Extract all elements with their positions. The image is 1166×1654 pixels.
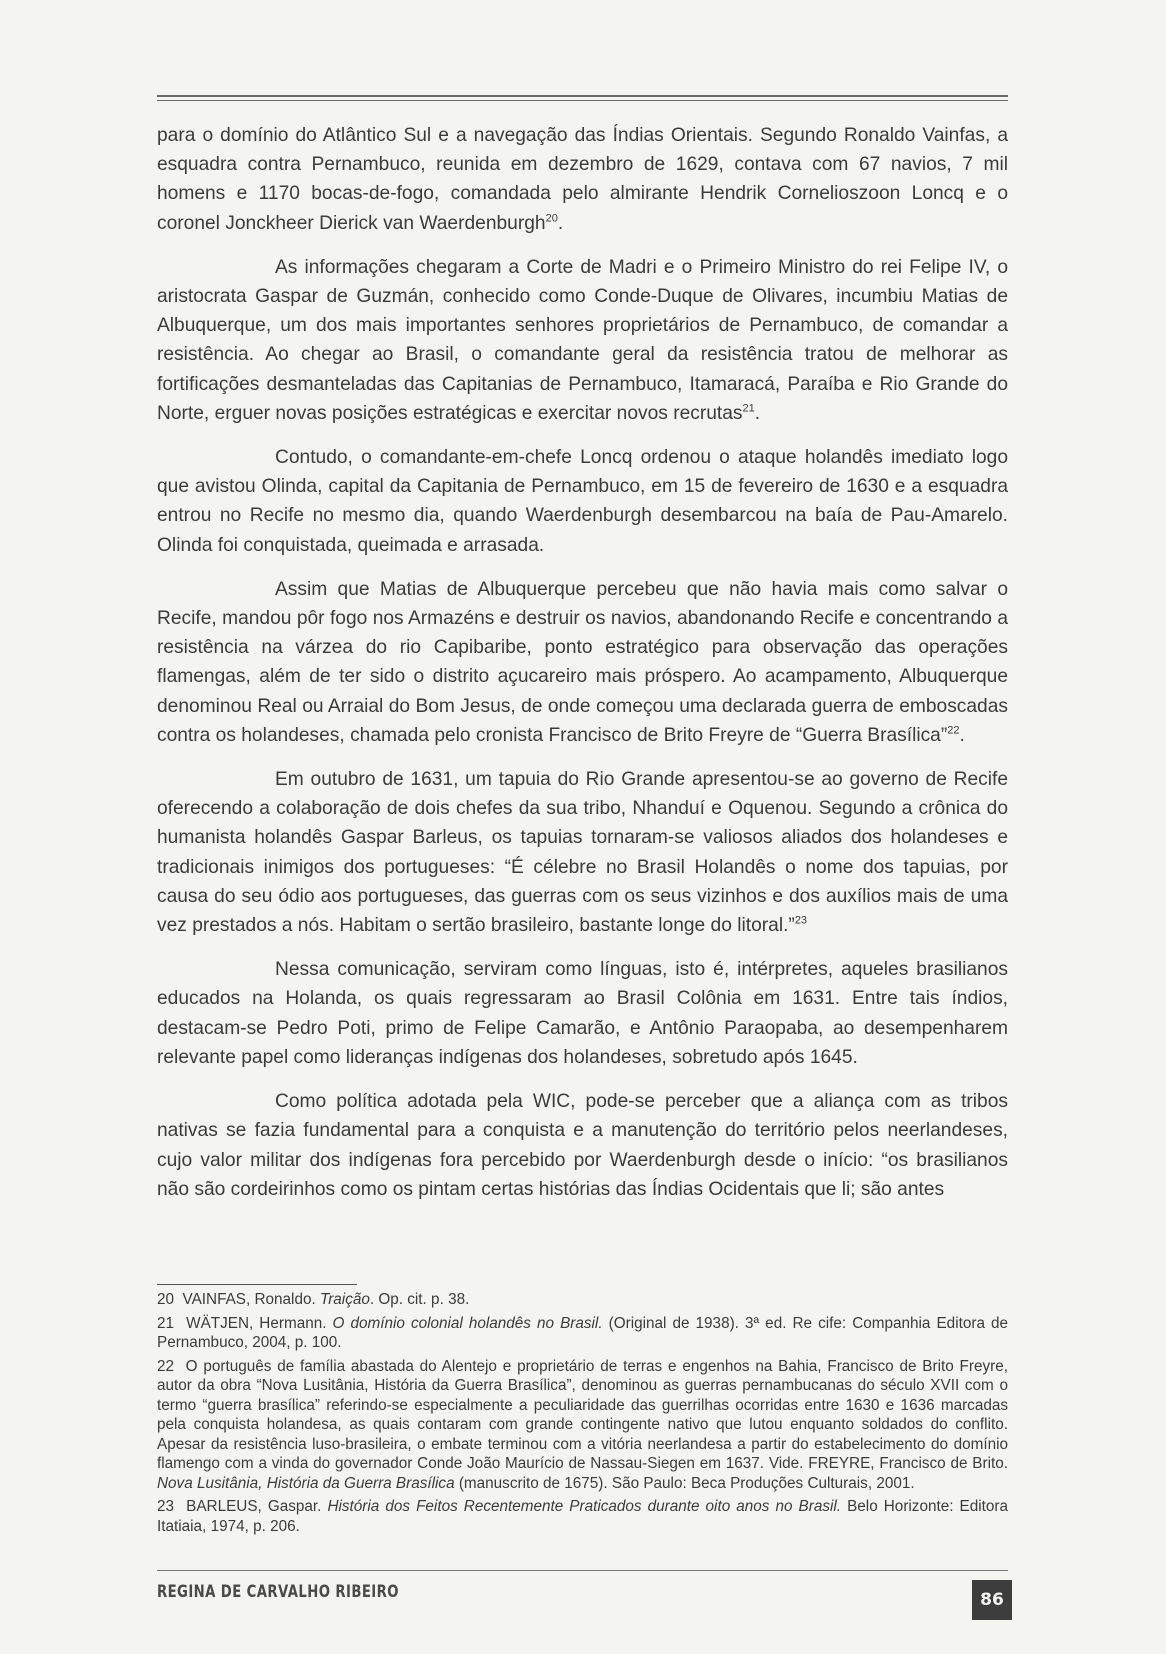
- footnote-ref[interactable]: 22: [947, 724, 960, 737]
- paragraph-7: [157, 1087, 1008, 1204]
- footnote-number: 23: [157, 1498, 175, 1515]
- paragraph-text: Como política adotada pela WIC, pode-se perceber que a aliança com as tribos nativas se fazia fundamental para a conquista e a manutenção do território pelos neerlandeses, cujo valor militar dos indígenas fora percebido por Waerdenburgh desde o início: “os brasilianos não são cordeirinhos como os pintam certas histórias das Índias Ocidentais que li; são antes: [157, 1091, 1008, 1200]
- paragraph-5: [157, 765, 1008, 940]
- paragraph-text: Contudo, o comandante-em-chefe Loncq ordenou o ataque holandês imediato logo que avistou Olinda, capital da Capitania de Pernambuco, em 15 de fevereiro de 1630 e a esquadra entrou no Recife no mesmo dia, quando Waerdenburgh desembarcou na baía de Pau-Amarelo. Olinda foi conquistada, queimada e arrasada.: [157, 447, 1008, 556]
- footnote-20: 20 VAINFAS, Ronaldo. Traição. Op. cit. p. 38.: [157, 1291, 470, 1308]
- paragraph-text: Nessa comunicação, serviram como línguas, isto é, intérpretes, aqueles brasilianos educados na Holanda, os quais regressaram ao Brasil Colônia em 1631. Entre tais índios, destacam-se Pedro Poti, primo de Felipe Camarão, e Antônio Paraopaba, ao desempenharem relevante papel como lideranças indígenas dos holandeses, sobretudo após 1645.: [157, 959, 1008, 1068]
- footnote-21: 21 WÄTJEN, Hermann. O domínio colonial holandês no Brasil. (Original de 1938). 3ª ed. Re cife: Companhia Editora de Pernambuco, 2004, p. 100.: [157, 1314, 1009, 1351]
- footnote-ref[interactable]: 20: [545, 212, 558, 225]
- paragraph-4: Assim que Matias de Albuquerque percebeu que não havia mais como salvar o Recife, mandou pôr fogo nos Armazéns e destruir os navios, abandonando Recife e concentrando a resistência na várzea do rio Capibaribe, ponto estratégico para observação das operações flamengas, além de ter sido o distrito açucareiro mais próspero. Ao acampamento, Albuquerque denominou Real ou Arraial do Bom Jesus, de onde começou uma declarada guerra de emboscadas contra os holandeses, chamada pelo cronista Francisco de Brito Freyre de “Guerra Brasílica”$^{22}$.: [157, 578, 1008, 746]
- footnotes: [157, 1290, 1008, 1540]
- paragraph-text: Em outubro de 1631, um tapuia do Rio Grande apresentou-se ao governo de Recife oferecendo a colaboração de dois chefes da sua tribo, Nhanduí e Oquenou. Segundo a crônica do humanista holandês Gaspar Barleus, os tapuias tornaram-se valiosos aliados dos holandeses e tradicionais inimigos dos portugueses: “É célebre no Brasil Holandês o nome dos tapuias, por causa do seu ódio aos portugueses, das guerras com os seus vizinhos e dos auxílios mais de uma vez prestados a nós. Habitam o sertão brasileiro, bastante longe do litoral.”: [157, 769, 1008, 937]
- paragraph-1: para o domínio do Atlântico Sul e a navegação das Índias Orientais. Segundo Ronaldo Vainfas, a esquadra contra Pernambuco, reunida em dezembro de 1629, contava com 67 navios, 7 mil homens e 1170 bocas-de-fogo, comandada pelo almirante Hendrik Cornelioszoon Loncq e o coronel Jonckheer Dierick van Waerdenburgh$^{20}$.: [157, 125, 1008, 234]
- footnote-number: 20: [157, 1291, 175, 1308]
- author-name: REGINA DE CARVALHO RIBEIRO: [157, 1582, 399, 1602]
- paragraph-text: para o domínio do Atlântico Sul e a navegação das Índias Orientais. Segundo Ronaldo Vainfas, a esquadra contra Pernambuco, reunida em dezembro de 1629, contava com 67 navios, 7 mil homens e 1170 bocas-de-fogo, comandada pelo almirante Hendrik Cornelioszoon Loncq e o coronel Jonckheer Dierick van Waerdenburgh: [157, 125, 1008, 234]
- header-rule: [157, 95, 1008, 101]
- footnote-number: 22: [157, 1357, 175, 1375]
- paragraph-text: As informações chegaram a Corte de Madri e o Primeiro Ministro do rei Felipe IV, o aristocrata Gaspar de Guzmán, conhecido como Conde-Duque de Olivares, incumbiu Matias de Albuquerque, um dos mais importantes senhores proprietários de Pernambuco, de comandar a resistência. Ao chegar ao Brasil, o comandante geral da resistência tratou de melhorar as fortificações desmanteladas das Capitanias de Pernambuco, Itamaracá, Paraíba e Rio Grande do Norte, erguer novas posições estratégicas e exercitar novos recrutas: [157, 256, 1008, 424]
- page-number: 86: [972, 1580, 1012, 1620]
- footnote-separator: [157, 1284, 357, 1285]
- footnote-22: 22 O português de família abastada do Alentejo e proprietário de terras e engenhos na Bahia, Francisco de Brito Freyre, autor da obra “Nova Lusitânia, História da Guerra Brasílica”, denominou as guerras pernambucanas do século XVII com o termo “guerra brasílica” referindo-se especialmente a peculiaridade das guerrilhas ocorridas entre 1630 e 1636 marcadas pela conquista holandesa, as quais contaram com grande contingente nativo que lutou enquanto soldados do conflito. Apesar da resistência luso-brasileira, o embate terminou com a vitória neerlandesa a partir do estabelecimento do domínio flamengo com a vinda do governador Conde João Maurício de Nassau-Siegen em 1637. Vide. FREYRE, Francisco de Brito. Nova Lusitânia, História da Guerra Brasílica (manuscrito de 1675). São Paulo: Beca Produções Culturais, 2001.: [157, 1357, 1009, 1492]
- paragraph-text: Assim que Matias de Albuquerque percebeu que não havia mais como salvar o Recife, mandou pôr fogo nos Armazéns e destruir os navios, abandonando Recife e concentrando a resistência na várzea do rio Capibaribe, ponto estratégico para observação das operações flamengas, além de ter sido o distrito açucareiro mais próspero. Ao acampamento, Albuquerque denominou Real ou Arraial do Bom Jesus, de onde começou uma declarada guerra de emboscadas contra os holandeses, chamada pelo cronista Francisco de Brito Freyre de “Guerra Brasílica”: [157, 578, 1008, 746]
- paragraph-6: [157, 955, 1008, 1072]
- footnote-ref[interactable]: 23: [794, 914, 808, 927]
- footnote-ref[interactable]: 21: [742, 402, 755, 415]
- footnote-number: 21: [157, 1314, 175, 1332]
- paragraph-3: [157, 443, 1008, 560]
- paragraph-2: As informações chegaram a Corte de Madri e o Primeiro Ministro do rei Felipe IV, o aristocrata Gaspar de Guzmán, conhecido como Conde-Duque de Olivares, incumbiu Matias de Albuquerque, um dos mais importantes senhores proprietários de Pernambuco, de comandar a resistência. Ao chegar ao Brasil, o comandante geral da resistência tratou de melhorar as fortificações desmanteladas das Capitanias de Pernambuco, Itamaracá, Paraíba e Rio Grande do Norte, erguer novas posições estratégicas e exercitar novos recrutas$^{21}$.: [157, 256, 1008, 424]
- body-text: [157, 121, 1008, 1219]
- footnote-23: 23 BARLEUS, Gaspar. História dos Feitos Recentemente Praticados durante oito anos no Brasil. Belo Horizonte: Editora Itatiaia, 1974, p. 206.: [157, 1498, 1008, 1535]
- footer-rule: [157, 1570, 1008, 1571]
